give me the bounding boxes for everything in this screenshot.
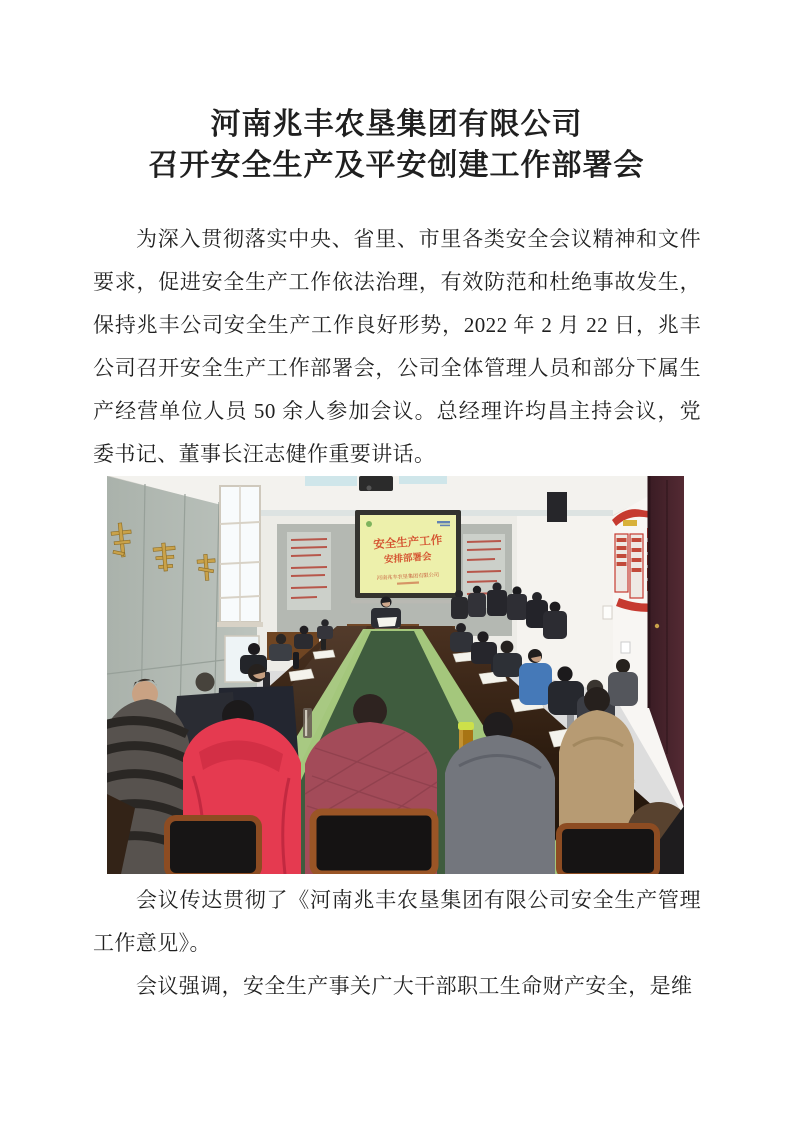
meeting-room-scene xyxy=(107,476,684,874)
paragraph-intro: 为深入贯彻落实中央、省里、市里各类安全会议精神和文件要求，促进安全生产工作依法治理，有效防范和杜绝事故发生，保持兆丰公司安全生产工作良好形势，2022 年 2 月 22 日，兆丰公司召开安全生产工作部署会，公司全体管理人员和部分下属生产经营单位人员 50 余人参加会议。总经理许均昌主持会议，党委书记、董事长汪志健作重要讲话。 xyxy=(93,227,701,466)
slide-logo-left xyxy=(366,521,372,527)
title-line-1: 河南兆丰农垦集团有限公司 xyxy=(210,108,583,141)
poster-left xyxy=(287,532,331,610)
slide-title-line-2: 安排部署会 xyxy=(383,552,432,566)
chair-center xyxy=(313,812,435,874)
wall-speaker xyxy=(547,492,567,522)
chair-left xyxy=(167,818,259,874)
meeting-photo xyxy=(107,476,684,874)
document-title xyxy=(0,104,793,186)
screen-rail xyxy=(351,600,467,604)
slide-title-line-1: 安全生产工作 xyxy=(372,534,443,552)
projection-screen xyxy=(351,510,467,604)
paragraph-emphasis: 会议强调，安全生产事关广大干部职工生命财产安全，是维 xyxy=(136,974,693,998)
wall-notice xyxy=(603,606,612,619)
slide-footer: 河南兆丰农垦集团有限公司 xyxy=(376,572,440,582)
ceiling-projector xyxy=(359,476,393,491)
title-line-2: 召开安全生产及平安创建工作部署会 xyxy=(148,149,645,182)
paragraph-convey: 会议传达贯彻了《河南兆丰农垦集团有限公司安全生产管理工作意见》。 xyxy=(93,888,701,955)
glass-cup xyxy=(303,708,312,738)
closing-paragraphs xyxy=(93,879,701,1008)
chair-right xyxy=(559,826,657,874)
light-switch xyxy=(621,642,630,653)
